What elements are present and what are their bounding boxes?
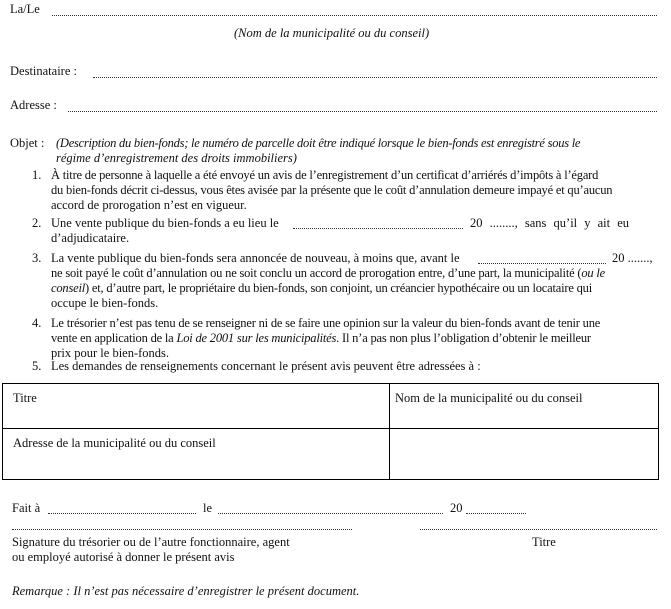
item-1-line: du bien-fonds décrit ci-dessus, vous êtes avisée par la présente que le coût d’annulation demeure impayé et qu’aucun: [51, 183, 613, 197]
item-3-line2-text: ne soit payé le coût d’annulation ou ne soit conclu un accord de prorogation entre, d’une part, la municipalité (: [51, 266, 582, 280]
municipality-field-line[interactable]: [52, 15, 657, 16]
fait-a-field-line[interactable]: [48, 513, 196, 514]
item-5-number: 5.: [32, 359, 42, 373]
item-4-text-line1: Le trésorier n’est pas tenu de se renseigner ni de se faire une opinion sur la valeur du bien-fonds avant de tenir une: [51, 316, 601, 330]
adresse-field-line[interactable]: [68, 111, 657, 112]
item-4-law-title: Loi de 2001 sur les municipalités: [176, 331, 337, 345]
remarque-note: Remarque : Il n’est pas nécessaire d’enregistrer le présent document.: [12, 584, 360, 598]
table-column-divider: [389, 383, 390, 479]
signature-field-line[interactable]: [12, 529, 352, 530]
item-4-line2-end: . Il n’a pas non plus l’obligation d’obtenir le meilleur: [336, 331, 591, 345]
item-1-line: À titre de personne à laquelle a été envoyé un avis de l’enregistrement d’un certificat d’arriérés d’impôts à l’égard: [51, 168, 599, 182]
item-1-line: accord de prorogation n’est en vigueur.: [51, 198, 247, 212]
item-4-text-line2: [51, 331, 591, 346]
destinataire-field-line[interactable]: [93, 77, 657, 78]
table-municipality-name-label: Nom de la municipalité ou du conseil: [395, 391, 583, 405]
table-titre-label: Titre: [13, 391, 37, 405]
item-3-text-line2: [51, 266, 605, 281]
item-4-text-line3: prix pour le bien-fonds.: [51, 346, 170, 360]
item-3-line3-text: ) et, d’autre part, le propriétaire du bien-fonds, son conjoint, un créancier hypothécaire ou un locataire qui: [85, 281, 592, 295]
signature-caption-line2: ou employé autorisé à donner le présent avis: [12, 550, 235, 564]
objet-label: Objet :: [10, 136, 45, 150]
date-field-line[interactable]: [218, 513, 443, 514]
item-4-number: 4.: [32, 316, 42, 330]
item-3-line2-italic: ou le: [581, 266, 605, 280]
item-1-number: 1.: [32, 168, 42, 182]
item-3-text-start: La vente publique du bien-fonds sera annoncée de nouveau, à moins que, avant le: [51, 251, 460, 265]
item-2-text-line2: d’adjudicataire.: [51, 231, 130, 245]
item-1-text: [51, 168, 657, 213]
item-3-text-line3: [51, 281, 592, 296]
item-3-line3-italic: conseil: [51, 281, 86, 295]
title-field-line[interactable]: [420, 529, 657, 530]
objet-description-line1: (Description du bien-fonds; le numéro de parcelle doit être indiqué lorsque le bien-fonds est enregistré sous le: [56, 136, 581, 150]
destinataire-label: Destinataire :: [10, 64, 77, 78]
fait-a-label: Fait à: [12, 501, 41, 515]
adresse-label: Adresse :: [10, 98, 57, 112]
item-5-text: Les demandes de renseignements concernant le présent avis peuvent être adressées à :: [51, 359, 481, 373]
titre-caption: Titre: [532, 535, 556, 549]
item-4-line2-text: vente en application de la: [51, 331, 177, 345]
year-label: 20: [450, 501, 463, 515]
item-3-number: 3.: [32, 251, 42, 265]
municipality-caption: (Nom de la municipalité ou du conseil): [234, 26, 430, 40]
item-2-text-start: Une vente publique du bien-fonds a eu lieu le: [51, 216, 279, 230]
item-2-number: 2.: [32, 216, 42, 230]
table-row-divider: [2, 428, 658, 429]
la-le-label: La/Le: [10, 2, 40, 16]
item-3-text-end: 20 .......,: [612, 251, 653, 265]
table-municipality-address-label: Adresse de la municipalité ou du conseil: [13, 436, 216, 450]
year-field-line[interactable]: [466, 513, 526, 514]
signature-caption-line1: Signature du trésorier ou de l’autre fonctionnaire, agent: [12, 535, 290, 549]
objet-description-line2: régime d’enregistrement des droits immobiliers): [56, 151, 297, 165]
item-3-text-line4: occupe le bien-fonds.: [51, 296, 159, 310]
sale-date-field-line[interactable]: [293, 228, 463, 229]
readvertise-date-field-line[interactable]: [478, 263, 606, 264]
le-label: le: [203, 501, 213, 515]
item-2-text-end: 20 ........, sans qu’il y ait eu: [470, 216, 630, 230]
